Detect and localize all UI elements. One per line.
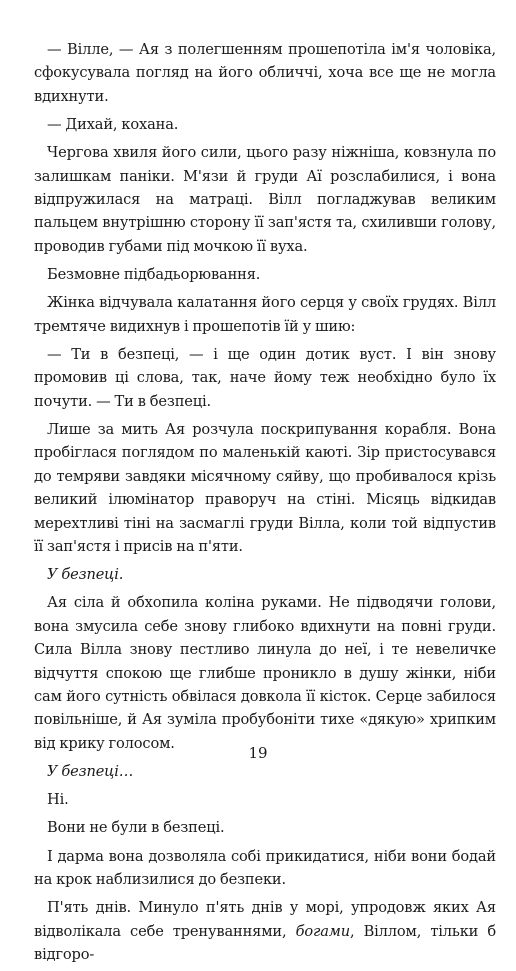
paragraph-14-emphasis: богами [295, 922, 350, 940]
paragraph-14 [34, 896, 496, 966]
page-number: 19 [248, 744, 268, 762]
paragraph-10: У безпеці… [47, 762, 134, 780]
page-text [34, 38, 496, 971]
paragraph-11: Ні. [47, 791, 69, 809]
paragraph-12: Вони не були в безпеці. [47, 819, 225, 837]
paragraph-1: — Вілле, — Ая з полегшенням прошепотіла ім'я чоловіка, сфокусувала погляд на його обличчі, хоча все ще не могла вдихнути. [34, 41, 496, 105]
paragraph-6: — Ти в безпеці, — і ще один дотик вуст. І він знову промовив ці слова, так, наче йому теж необхідно було їх почути. — Ти в безпеці. [34, 345, 496, 410]
paragraph-13: І дарма вона дозволяла собі прикидатися, ніби вони бодай на крок наблизилися до безпеки. [34, 847, 496, 888]
paragraph-8: У безпеці. [47, 566, 124, 584]
paragraph-5: Жінка відчувала калатання його серця у своїх грудях. Вілл тремтяче видихнув і прошепотів їй у шию: [34, 294, 496, 335]
paragraph-14-text-after: , Віллом, тільки б відгоро- [34, 922, 496, 963]
paragraph-3: Чергова хвиля його сили, цього разу ніжніша, ковзнула по залишкам паніки. М'язи й груди Аї розслабилися, і вона відпружилася на матраці. Вілл погладжував великим пальцем внутрішню сторону її зап'ястя та, схиливши голову, проводив губами під мочкою її вуха. [34, 144, 496, 255]
paragraph-7: Лише за мить Ая розчула поскрипування корабля. Вона пробіглася поглядом по маленькій каюті. Зір пристосувався до темряви завдяки місячному сяйву, що пробивалося крізь великий ілюмінатор праворуч на стіні. Місяць відкидав мерехтливі тіні на засмаглі груди Вілла, коли той відпустив її зап'ястя і присів на п'яти. [34, 420, 496, 555]
paragraph-2: — Дихай, кохана. [47, 116, 179, 134]
paragraph-14-text-before: П'ять днів. Минуло п'ять днів у морі, упродовж яких Ая відволікала себе тренуваннями, [34, 899, 496, 940]
paragraph-4: Безмовне підбадьорювання. [47, 266, 261, 284]
paragraph-9: Ая сіла й обхопила коліна руками. Не підводячи голови, вона змусила себе знову глибоко вдихнути на повні груди. Сила Вілла знову пестливо линула до неї, і те невеличке відчуття спокою ще глибше проникло в душу жінки, ніби сам його сутність обвілася довкола її кісток. Серце забилося повільніше, й Ая зуміла пробубоніти тихе «дякую» хрипким від крику голосом. [34, 594, 496, 752]
